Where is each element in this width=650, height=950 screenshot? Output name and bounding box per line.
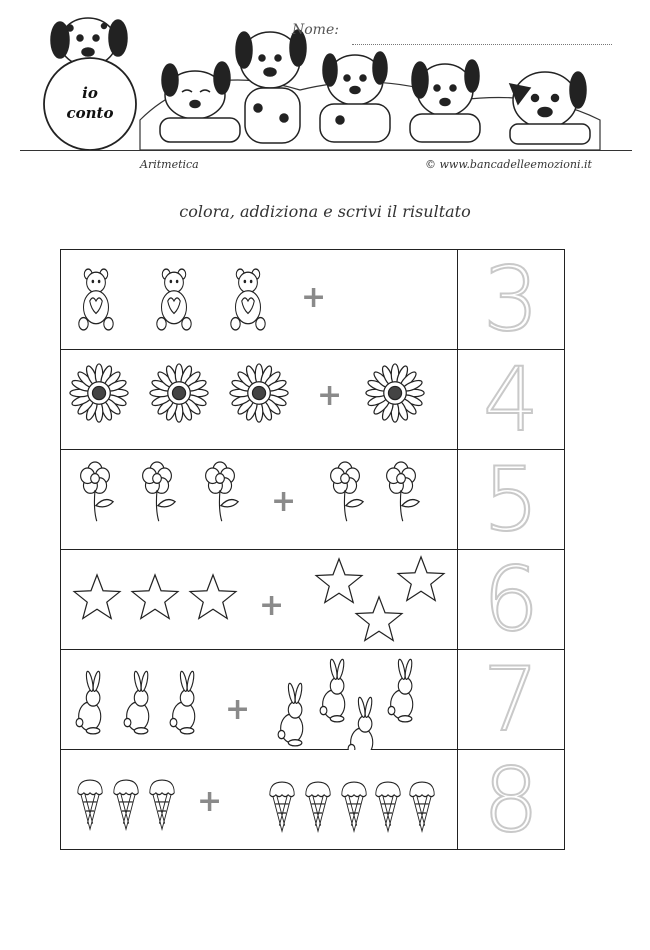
teddy-bear-icon[interactable] [79,269,113,330]
answer-cell[interactable] [458,650,564,749]
flower-icon[interactable] [387,462,420,521]
rabbit-icon[interactable] [348,697,373,750]
rabbit-icon[interactable] [170,671,195,734]
ice-cream-icon[interactable] [114,780,138,829]
items-cell [61,250,458,349]
exercise-row [61,250,564,350]
sunflower-icon[interactable] [150,364,208,422]
dotted-answer-number: 7 [483,648,539,751]
items-drawing [61,250,458,350]
badge-line-2: conto [66,104,114,122]
instruction-text: colora, addiziona e scrivi il risultato [179,202,471,221]
answer-cell[interactable] [458,450,564,549]
exercise-row [61,450,564,550]
dotted-answer-number: 4 [483,348,539,451]
items-cell [61,750,458,850]
rabbit-icon[interactable] [124,671,149,734]
copyright-label: © www.bancadelleemozioni.it [425,158,592,171]
star-icon[interactable] [74,575,120,619]
plus-sign: + [259,588,285,623]
rabbit-icon[interactable] [278,683,303,746]
star-icon[interactable] [356,597,402,641]
items-cell [61,650,458,749]
plus-sign: + [301,280,327,315]
answer-cell[interactable] [458,750,564,850]
items-drawing [61,650,458,750]
exercise-grid [60,249,565,850]
worksheet-header [0,0,650,171]
answer-cell[interactable] [458,550,564,649]
plus-sign: + [317,378,343,413]
ice-cream-icon[interactable] [270,782,294,831]
sunflower-icon[interactable] [366,364,424,422]
teddy-bear-icon[interactable] [231,269,265,330]
answer-cell[interactable] [458,250,564,349]
flower-icon[interactable] [81,462,114,521]
answer-cell[interactable] [458,350,564,449]
dotted-answer-number: 8 [483,748,539,852]
items-drawing [61,750,458,850]
name-write-line[interactable] [352,44,612,45]
star-icon[interactable] [190,575,236,619]
ice-cream-icon[interactable] [376,782,400,831]
dotted-answer-number: 5 [483,448,539,551]
exercise-row [61,750,564,850]
items-drawing [61,450,458,550]
ice-cream-icon[interactable] [306,782,330,831]
items-cell [61,450,458,549]
items-cell [61,350,458,449]
subject-label: Aritmetica [140,158,199,171]
header-rule [20,150,632,151]
sunflower-icon[interactable] [230,364,288,422]
ice-cream-icon[interactable] [410,782,434,831]
rabbit-icon[interactable] [76,671,101,734]
flower-icon[interactable] [331,462,364,521]
sunflower-icon[interactable] [70,364,128,422]
exercise-row [61,350,564,450]
star-icon[interactable] [316,559,362,603]
rabbit-icon[interactable] [320,659,345,722]
ice-cream-icon[interactable] [150,780,174,829]
dotted-answer-number: 3 [483,248,539,351]
star-icon[interactable] [398,557,444,601]
ice-cream-icon[interactable] [78,780,102,829]
plus-sign: + [225,692,251,727]
items-drawing [61,350,458,450]
badge-line-1: io [82,84,98,102]
exercise-row [61,650,564,750]
ice-cream-icon[interactable] [342,782,366,831]
plus-sign: + [271,484,297,519]
exercise-row [61,550,564,650]
star-icon[interactable] [132,575,178,619]
dotted-answer-number: 6 [483,548,539,651]
name-label: Nome: [292,22,339,38]
rabbit-icon[interactable] [388,659,413,722]
teddy-bear-icon[interactable] [157,269,191,330]
flower-icon[interactable] [143,462,176,521]
items-cell [61,550,458,649]
flower-icon[interactable] [206,462,239,521]
plus-sign: + [197,784,223,819]
